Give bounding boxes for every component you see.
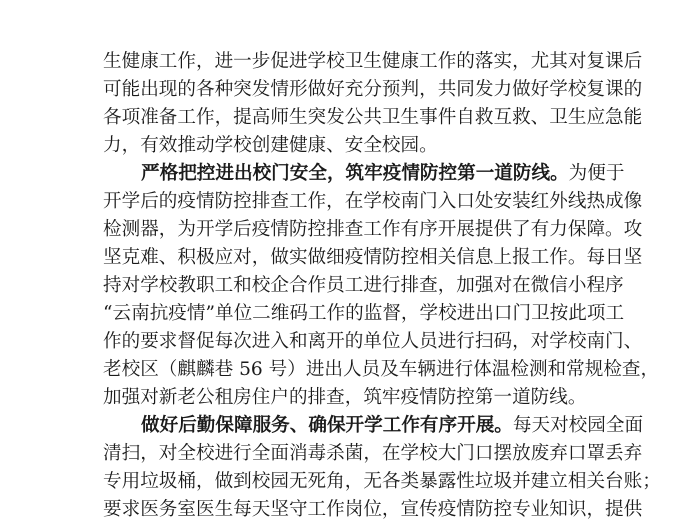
text-line: 坚克难、积极应对，做实做细疫情防控相关信息上报工作。每日坚 [103,247,643,268]
text-fragment: 为便于 [568,163,625,184]
text-line: 专用垃圾桶，做到校园无死角，无各类暴露性垃圾并建立相关台账； [103,471,661,492]
text-line: 加强对新老公租房住户的排查，筑牢疫情防控第一道防线。 [103,387,587,408]
text-line: “云南抗疫情”单位二维码工作的监督，学校进出口门卫按此项工 [103,303,625,324]
text-line: 各项准备工作，提高师生突发公共卫生事件自救互救、卫生应急能 [103,107,643,128]
text-line: 持对学校教职工和校企合作员工进行排查，加强对在微信小程序 [103,275,624,296]
text-line: 检测器，为开学后疫情防控排查工作有序开展提供了有力保障。攻 [103,219,643,240]
text-line: 开学后的疫情防控排查工作，在学校南门入口处安装红外线热成像 [103,191,643,212]
paragraph-heading-line [141,412,644,440]
text-line: 可能出现的各种突发情形做好充分预判，共同发力做好学校复课的 [103,79,643,100]
text-line: 老校区（麒麟巷 56 号）进出人员及车辆进行体温检测和常规检查， [103,359,660,380]
section-heading: 严格把控进出校门安全，筑牢疫情防控第一道防线。 [141,163,569,184]
text-line: 清扫，对全校进行全面消毒杀菌，在学校大门口摆放废弃口罩丢弃 [103,443,643,464]
section-heading: 做好后勤保障服务、确保开学工作有序开展。 [141,415,513,436]
paragraph-heading-line [141,160,625,188]
text-line: 作的要求督促每次进入和离开的单位人员进行扫码，对学校南门、 [103,331,643,352]
text-fragment: 每天对校园全面 [512,415,644,436]
text-line: 生健康工作，进一步促进学校卫生健康工作的落实，尤其对复课后 [103,51,643,72]
text-line: 要求医务室医生每天坚守工作岗位，宣传疫情防控专业知识，提供 [103,499,643,520]
text-line: 力，有效推动学校创建健康、安全校园。 [103,135,438,156]
